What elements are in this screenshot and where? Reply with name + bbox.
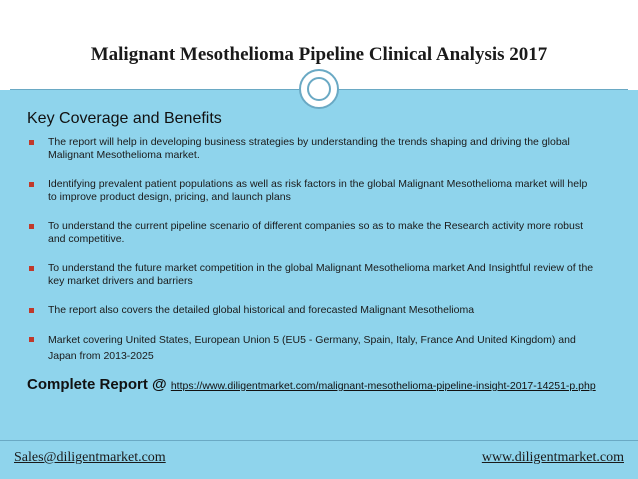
page-title: Malignant Mesothelioma Pipeline Clinical Analysis 2017 (90, 44, 548, 65)
list-item (27, 332, 597, 364)
report-link[interactable]: https://www.diligentmarket.com/malignant-mesothelioma-pipeline-insight-2017-14251-p.php (170, 380, 596, 392)
circle-ornament-icon (299, 69, 339, 109)
list-item-text: The report will help in developing business strategies by understanding the trends shaping and driving the global Malignant Mesothelioma market. (48, 136, 570, 161)
content-panel (0, 90, 638, 433)
square-bullet-icon (29, 337, 34, 342)
website-link[interactable]: www.diligentmarket.com (481, 450, 624, 465)
square-bullet-icon (29, 266, 34, 271)
complete-report (27, 376, 617, 393)
list-item-text: The report also covers the detailed global historical and forecasted Malignant Mesothelioma (48, 304, 475, 316)
square-bullet-icon (29, 224, 34, 229)
list-item-text: Identifying prevalent patient populations as well as risk factors in the global Malignant Mesothelioma market will help to improve product design, pricing, and launch plans (48, 178, 588, 203)
list-item (27, 262, 597, 288)
footer-divider (0, 440, 638, 441)
list-item-text: To understand the future market competition in the global Malignant Mesothelioma market And Insightful review of the key market drivers and barriers (48, 262, 594, 287)
circle-ornament-inner (307, 77, 331, 101)
email-link[interactable]: Sales@diligentmarket.com (14, 450, 166, 465)
square-bullet-icon (29, 182, 34, 187)
list-item-text: Market covering United States, European Union 5 (EU5 - Germany, Spain, Italy, France And United Kingdom) and Japan from 2013-2025 (48, 334, 576, 362)
section-heading: Key Coverage and Benefits (27, 110, 222, 127)
list-item (27, 178, 597, 204)
list-item (27, 220, 597, 246)
square-bullet-icon (29, 140, 34, 145)
list-item-text: To understand the current pipeline scenario of different companies so as to make the Research activity more robust and competitive. (48, 220, 584, 245)
square-bullet-icon (29, 308, 34, 313)
report-label: Complete Report @ (27, 376, 167, 393)
list-item (27, 136, 597, 162)
list-item (27, 304, 597, 317)
